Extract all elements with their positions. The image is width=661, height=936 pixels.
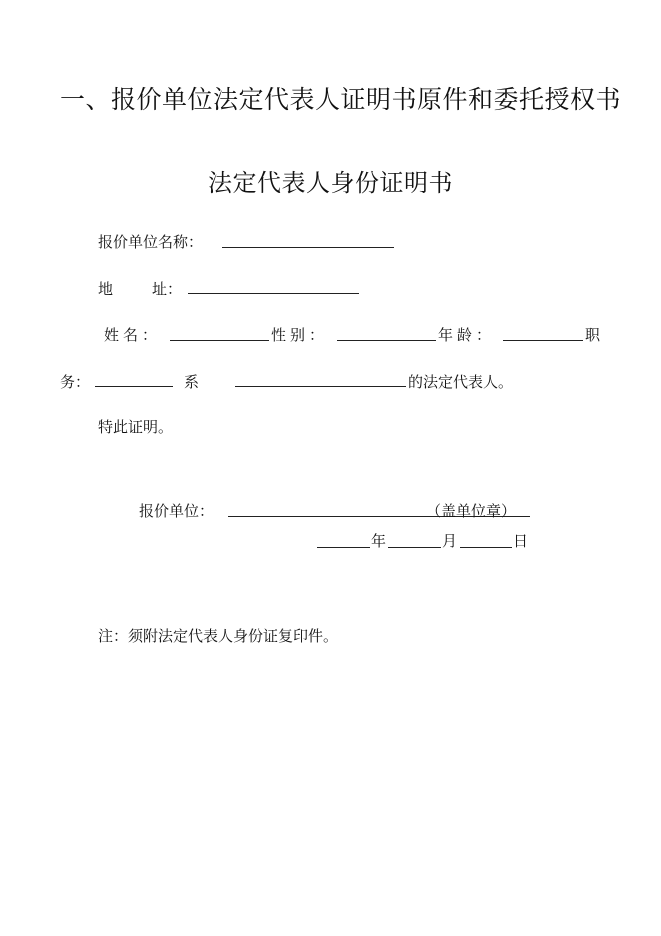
year-label: 年 [371,532,387,550]
seal-note: （盖单位章） [426,502,517,520]
age-label: 年龄： [438,326,496,344]
certify-text: 特此证明。 [98,418,174,436]
unit-name-blank[interactable] [222,247,394,248]
day-label: 日 [513,532,529,550]
position-blank[interactable] [95,386,173,387]
month-label: 月 [442,532,458,550]
legal-rep-suffix: 的法定代表人。 [408,373,514,391]
position-label-part2: 务： [60,373,91,391]
name-label: 姓名： [104,326,162,344]
age-blank[interactable] [503,340,583,341]
gender-label: 性别： [271,326,329,344]
position-label-part1: 职 [585,326,601,344]
address-blank[interactable] [188,293,359,294]
month-blank[interactable] [388,547,441,548]
document-title: 法定代表人身份证明书 [208,169,453,197]
name-blank[interactable] [170,340,269,341]
company-blank[interactable] [235,386,406,387]
gender-blank[interactable] [337,340,436,341]
day-blank[interactable] [460,547,512,548]
section-title: 一、报价单位法定代表人证明书原件和委托授权书 [60,85,622,114]
unit-name-label: 报价单位名称： [98,233,204,251]
footnote: 注：须附法定代表人身份证复印件。 [98,627,339,645]
signature-unit-label: 报价单位： [139,502,215,520]
year-blank[interactable] [317,547,370,548]
relation-label: 系 [184,373,200,391]
address-label-part1: 地 [98,280,114,298]
address-label-part2: 址： [152,280,183,298]
